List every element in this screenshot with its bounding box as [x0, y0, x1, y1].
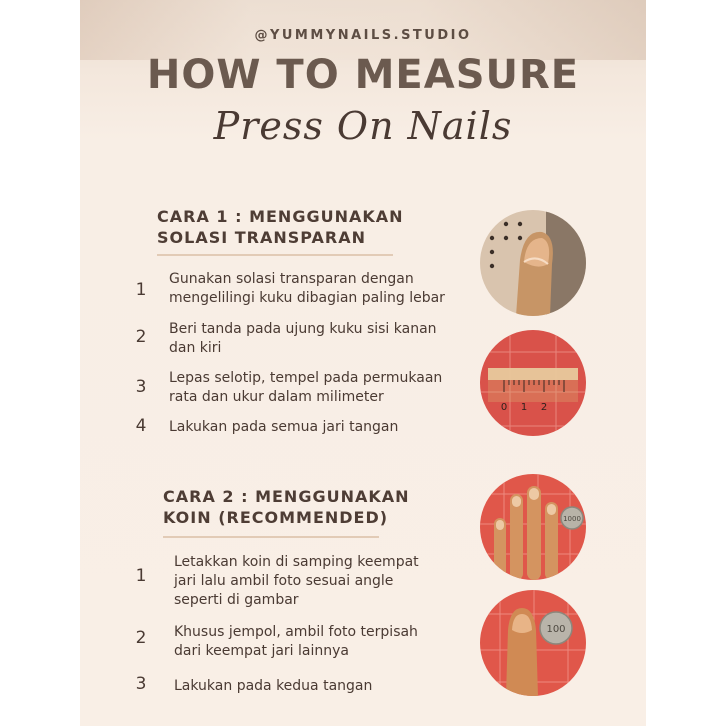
section2-step1-number: 1: [135, 566, 147, 586]
brand-handle: @YUMMYNAILS.STUDIO: [254, 28, 472, 43]
section1-step1-number: 1: [135, 280, 147, 300]
section2-step3-text: Lakukan pada kedua tangan: [174, 678, 373, 694]
photo-fingers-with-coin: [480, 474, 586, 580]
page-title: HOW TO MEASURE: [146, 52, 580, 98]
coin-label-1: 1000: [563, 515, 581, 523]
photo-thumb-with-coin: [480, 590, 586, 696]
section1-step2-text: Beri tanda pada ujung kuku sisi kanan dan kiri: [169, 321, 437, 356]
coin-label-2: 100: [546, 624, 566, 635]
section1-divider: [157, 254, 393, 256]
ruler-tick-2: 2: [540, 402, 548, 413]
ruler-tick-1: 1: [520, 402, 528, 413]
section2-step2-text: Khusus jempol, ambil foto terpisah dari keempat jari lainnya: [174, 624, 418, 659]
section2-divider: [163, 536, 379, 538]
section2-step1-text: Letakkan koin di samping keempat jari lalu ambil foto sesuai angle seperti di gambar: [174, 554, 419, 608]
section1-step1-text: Gunakan solasi transparan dengan mengelilingi kuku dibagian paling lebar: [169, 271, 445, 306]
ruler-tick-0: 0: [500, 402, 508, 413]
section2-step2-number: 2: [135, 628, 147, 648]
section2-title: CARA 2 : MENGGUNAKAN KOIN (RECOMMENDED): [163, 487, 410, 527]
section1-step3-text: Lepas selotip, tempel pada permukaan rata dan ukur dalam milimeter: [169, 370, 443, 405]
section1-step3-number: 3: [135, 377, 147, 397]
photo-tape-on-finger: [480, 210, 586, 316]
section1-title: CARA 1 : MENGGUNAKAN SOLASI TRANSPARAN: [157, 207, 404, 247]
section1-step4-number: 4: [135, 416, 147, 436]
section1-step2-number: 2: [135, 327, 147, 347]
script-subtitle: Press On Nails: [213, 104, 513, 148]
section2-step3-number: 3: [135, 674, 147, 694]
instruction-card: [80, 0, 646, 726]
section1-step4-text: Lakukan pada semua jari tangan: [169, 419, 399, 435]
photo-ruler-measure: [480, 330, 586, 436]
